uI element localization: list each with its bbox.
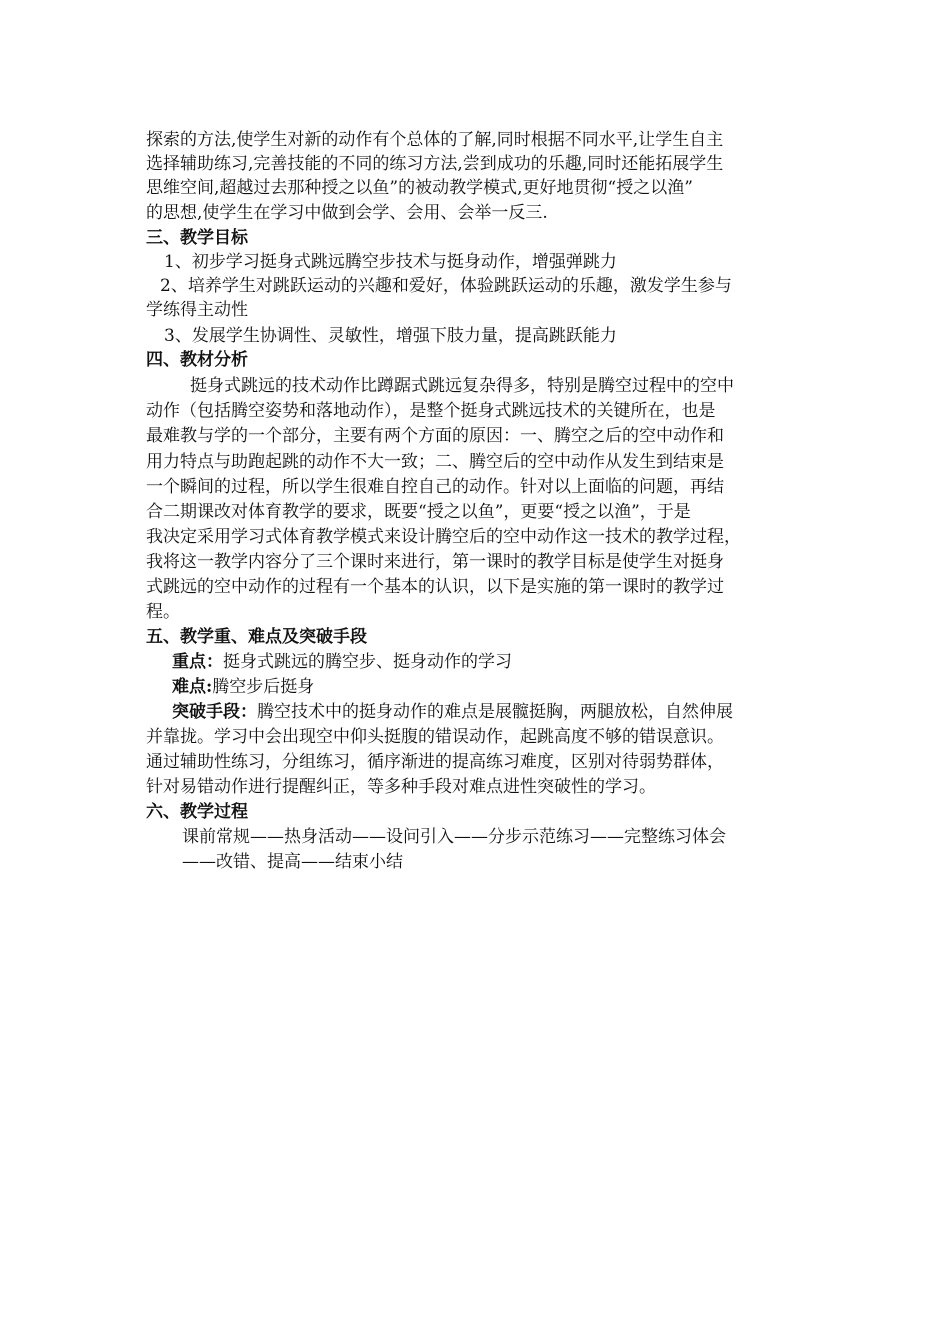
- analysis-line-5: 一个瞬间的过程，所以学生很难自控自己的动作。针对以上面临的问题，再结: [146, 477, 724, 497]
- analysis-line-8: 我将这一教学内容分了三个课时来进行，第一课时的教学目标是使学生对挺身: [146, 552, 724, 572]
- objective-2: 2、培养学生对跳跃运动的兴趣和爱好，体验跳跃运动的乐趣，激发学生参与: [160, 276, 732, 296]
- section-heading-process: 六、教学过程: [146, 802, 248, 822]
- analysis-line-10: 程。: [146, 602, 180, 622]
- intro-line-3: 思维空间,超越过去那种授之以鱼”的被动教学模式,更好地贯彻“授之以渔”: [146, 178, 693, 198]
- difficulty-text: 腾空步后挺身: [212, 677, 315, 697]
- analysis-line-6: 合二期课改对体育教学的要求，既要“授之以鱼”，更要“授之以渔”，于是: [146, 502, 691, 522]
- objective-2-cont: 学练得主动性: [146, 300, 248, 320]
- process-line-2: ——改错、提高——结束小结: [182, 852, 403, 872]
- intro-line-4: 的思想,使学生在学习中做到会学、会用、会举一反三.: [146, 203, 548, 223]
- intro-line-2: 选择辅助练习,完善技能的不同的练习方法,尝到成功的乐趣,同时还能拓展学生: [146, 154, 724, 174]
- section-heading-analysis: 四、教材分析: [146, 350, 248, 370]
- intro-line-1: 探索的方法,使学生对新的动作有个总体的了解,同时根据不同水平,让学生自主: [146, 130, 724, 150]
- difficulty-line: [172, 675, 314, 699]
- analysis-line-9: 式跳远的空中动作的过程有一个基本的认识，以下是实施的第一课时的教学过: [146, 577, 724, 597]
- analysis-line-3: 最难教与学的一个部分，主要有两个方面的原因：一、腾空之后的空中动作和: [146, 426, 724, 446]
- process-line-1: 课前常规——热身活动——设问引入——分步示范练习——完整练习体会: [182, 827, 726, 847]
- breakthrough-text: 腾空技术中的挺身动作的难点是展髋挺胸，两腿放松，自然伸展: [257, 702, 733, 722]
- difficulty-label: 难点:: [172, 677, 213, 697]
- analysis-line-4: 用力特点与助跑起跳的动作不大一致；二、腾空后的空中动作从发生到结束是: [146, 452, 724, 472]
- breakthrough-line-2: 并靠拢。学习中会出现空中仰头挺腹的错误动作，起跳高度不够的错误意识。: [146, 727, 724, 747]
- analysis-line-1: 挺身式跳远的技术动作比蹲踞式跳远复杂得多，特别是腾空过程中的空中: [190, 376, 734, 396]
- breakthrough-label: 突破手段：: [172, 702, 257, 722]
- key-point-line: [172, 650, 512, 674]
- section-heading-objectives: 三、教学目标: [146, 228, 248, 248]
- breakthrough-line-3: 通过辅助性练习，分组练习，循序渐进的提高练习难度，区别对待弱势群体，: [146, 752, 724, 772]
- section-heading-key-points: 五、教学重、难点及突破手段: [146, 627, 367, 647]
- analysis-line-2: 动作（包括腾空姿势和落地动作），是整个挺身式跳远技术的关键所在，也是: [146, 401, 716, 421]
- key-point-text: 挺身式跳远的腾空步、挺身动作的学习: [223, 652, 512, 672]
- key-point-label: 重点：: [172, 652, 223, 672]
- breakthrough-line-4: 针对易错动作进行提醒纠正，等多种手段对难点进性突破性的学习。: [146, 777, 656, 797]
- objective-3: 3、发展学生协调性、灵敏性，增强下肢力量，提高跳跃能力: [164, 326, 617, 346]
- breakthrough-line-1: [172, 700, 733, 724]
- objective-1: 1、初步学习挺身式跳远腾空步技术与挺身动作，增强弹跳力: [164, 252, 617, 272]
- analysis-line-7: 我决定采用学习式体育教学模式来设计腾空后的空中动作这一技术的教学过程，: [146, 527, 741, 547]
